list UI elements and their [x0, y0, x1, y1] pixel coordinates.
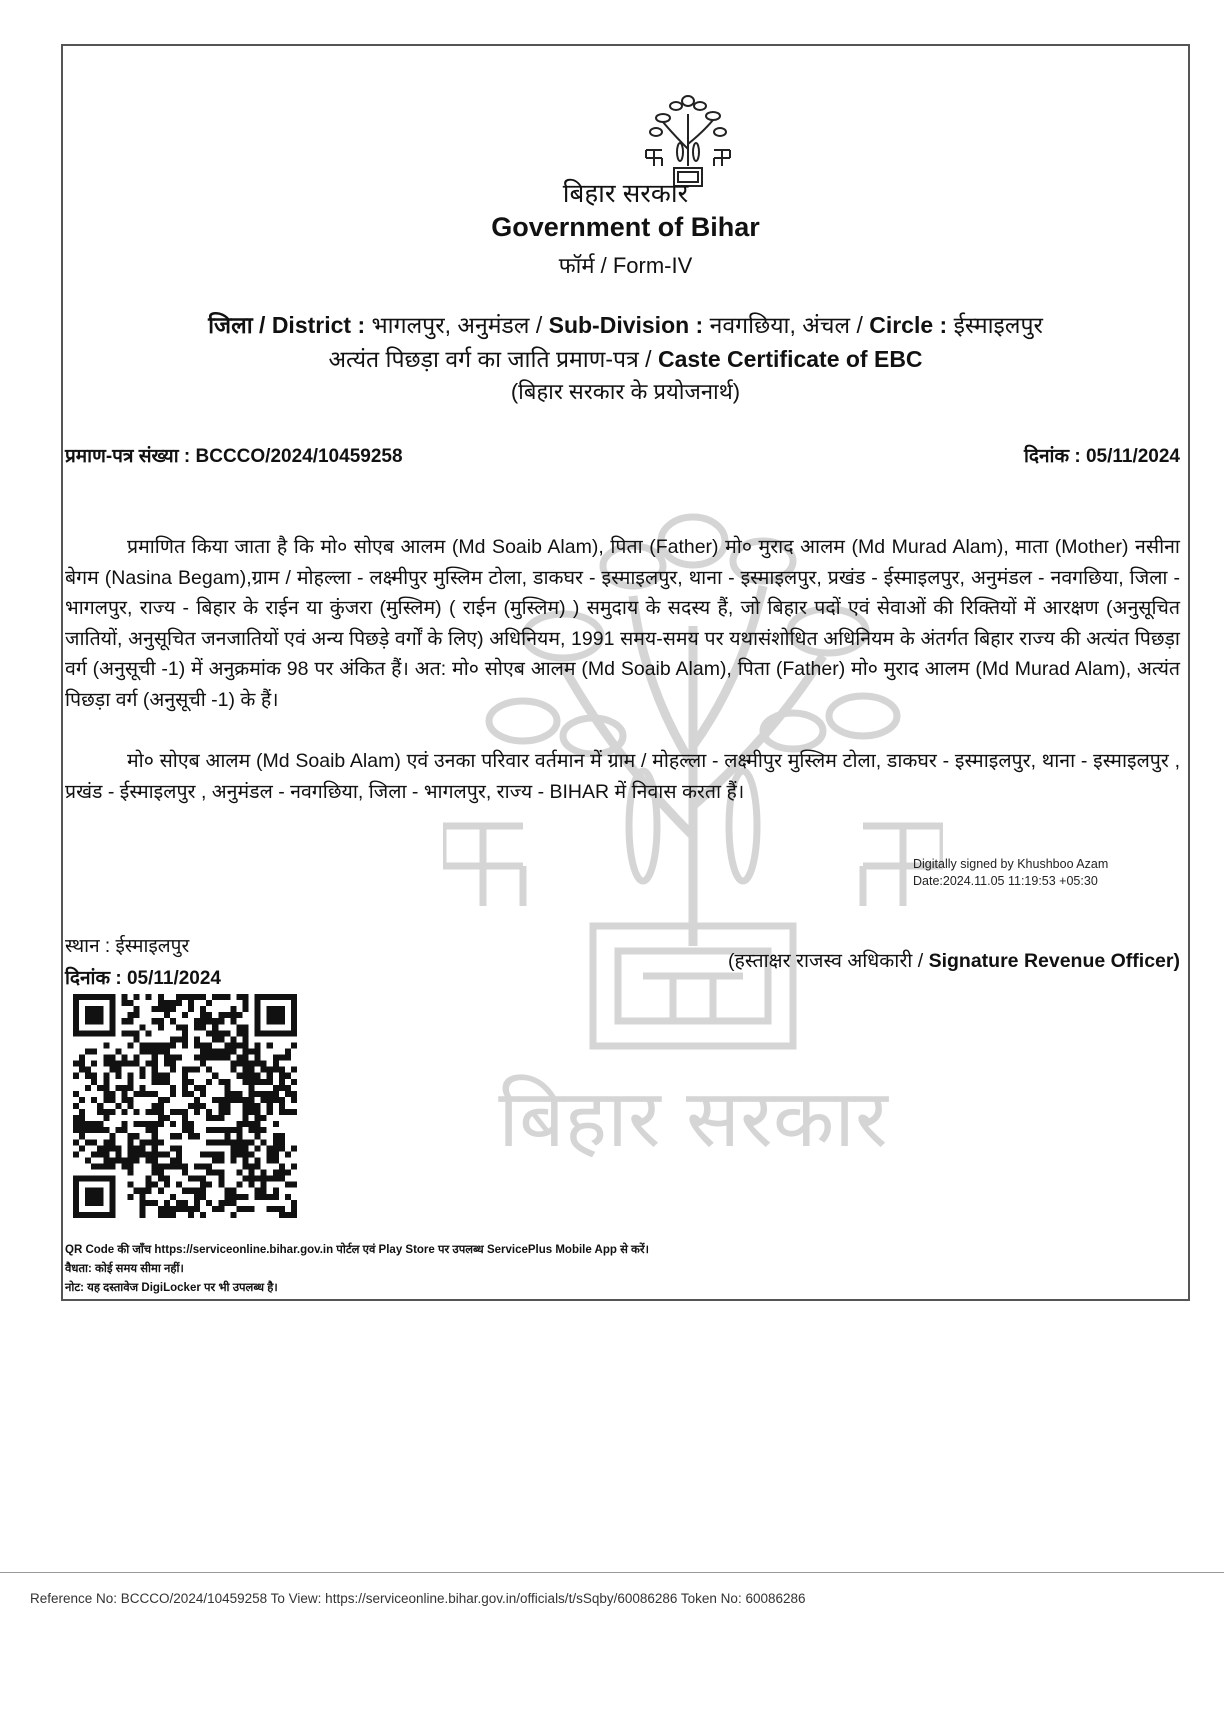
- circle-value: ईस्माइलपुर: [947, 312, 1043, 338]
- certificate-title: [63, 342, 1188, 374]
- circle-label: Circle :: [869, 312, 948, 338]
- note-qr-check: QR Code की जाँच https://serviceonline.bihar.gov.in पोर्टल एवं Play Store पर उपलब्ध ServicePlus Mobile App से करें।: [65, 1244, 649, 1256]
- district-value: भागलपुर, अनुमंडल /: [365, 312, 549, 338]
- digital-signature-block: [913, 856, 1108, 890]
- footer-reference: Reference No: BCCCO/2024/10459258 To View: https://serviceonline.bihar.gov.in/officials/t/sSqby/60086286 Token No: 60086286: [30, 1591, 806, 1606]
- certificate-purpose: (बिहार सरकार के प्रयोजनार्थ): [510, 379, 741, 404]
- certificate-body-paragraph-2: मो० सोएब आलम (Md Soaib Alam) एवं उनका परिवार वर्तमान में ग्राम / मोहल्ला - लक्ष्मीपुर मुस्लिम टोला, डाकघर - इस्माइलपुर, थाना - इस्माइलपुर , प्रखंड - ईस्माइलपुर , अनुमंडल - नवगछिया, जिला - भागलपुर, राज्य - BIHAR में निवास करता हैं।: [65, 750, 1180, 803]
- signature-label-hindi: (हस्ताक्षर राजस्व अधिकारी /: [728, 950, 929, 972]
- certificate-title-hindi: अत्यंत पिछड़ा वर्ग का जाति प्रमाण-पत्र /: [328, 346, 658, 372]
- qr-code[interactable]: [73, 994, 297, 1218]
- digital-signature-signer: Digitally signed by Khushboo Azam: [913, 857, 1109, 871]
- signature-label-english: Signature Revenue Officer): [928, 950, 1180, 972]
- jurisdiction-line: [63, 308, 1188, 340]
- subdivision-label: Sub-Division :: [548, 312, 704, 338]
- district-label: जिला / District :: [208, 312, 366, 338]
- signature-line: [728, 946, 1180, 973]
- place-label: स्थान : ईस्माइलपुर: [65, 936, 190, 957]
- certificate-frame: [61, 44, 1190, 1301]
- form-label: फॉर्म / Form-IV: [558, 253, 693, 278]
- watermark-text: बिहार सरकार: [498, 1072, 888, 1165]
- subdivision-value: नवगछिया, अंचल /: [703, 312, 870, 338]
- place-date: दिनांक : 05/11/2024: [65, 968, 221, 989]
- certificate-title-english: Caste Certificate of EBC: [657, 346, 923, 372]
- note-digilocker: नोट: यह दस्तावेज DigiLocker पर भी उपलब्ध है।: [65, 1282, 278, 1294]
- footer-divider: [0, 1572, 1224, 1573]
- issue-date: दिनांक : 05/11/2024: [1024, 446, 1180, 467]
- govt-title-english: Government of Bihar: [491, 212, 760, 242]
- note-validity: वैधता: कोई समय सीमा नहीं।: [65, 1263, 184, 1275]
- certificate-number: प्रमाण-पत्र संख्या : BCCCO/2024/10459258: [65, 446, 403, 467]
- certificate-body-paragraph-1: प्रमाणित किया जाता है कि मो० सोएब आलम (Md Soaib Alam), पिता (Father) मो० मुराद आलम (Md Murad Alam), माता (Mother) नसीना बेगम (Nasina Begam),ग्राम / मोहल्ला - लक्ष्मीपुर मुस्लिम टोला, डाकघर - इस्माइलपुर, थाना - इस्माइलपुर, प्रखंड - ईस्माइलपुर, अनुमंडल - नवगछिया, जिला - भागलपुर, राज्य - बिहार के राईन या कुंजरा (मुस्लिम) ( राईन (मुस्लिम) ) समुदाय के सदस्य हैं, जो बिहार पदों एवं सेवाओं की रिक्तियों में आरक्षण (अनुसूचित जातियों, अनुसूचित जनजातियों एवं अन्य पिछड़े वर्गों के लिए) अधिनियम, 1991 समय-समय पर यथासंशोधित अधिनियम के अंतर्गत बिहार राज्य की अत्यंत पिछड़ा वर्ग (अनुसूची -1) में अनुक्रमांक 98 पर अंकित हैं। अत: मो० सोएब आलम (Md Soaib Alam), पिता (Father) मो० मुराद आलम (Md Murad Alam), अत्यंत पिछड़ा वर्ग (अनुसूची -1) के हैं।: [65, 536, 1180, 711]
- govt-title-hindi: बिहार सरकार: [562, 178, 689, 208]
- digital-signature-date: Date:2024.11.05 11:19:53 +05:30: [913, 874, 1098, 888]
